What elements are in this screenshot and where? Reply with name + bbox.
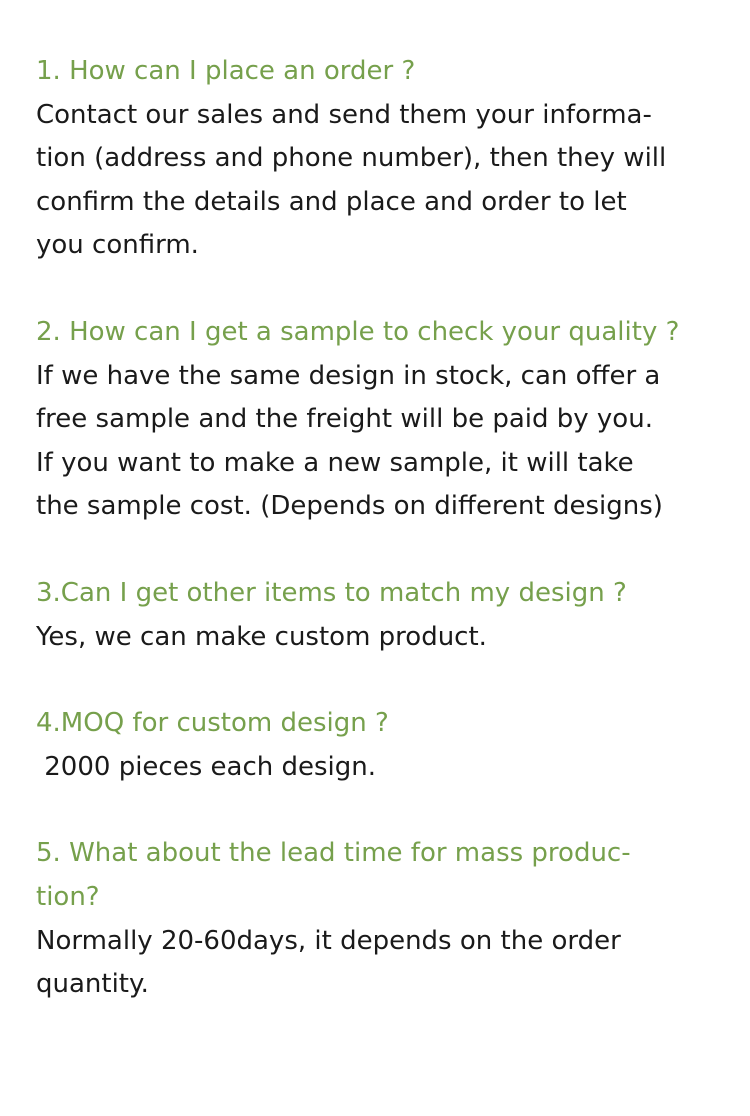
faq-answer-line: you confirm. <box>36 230 199 261</box>
faq-answer-line: 2000 pieces each design. <box>36 751 377 782</box>
faq-list <box>36 50 736 1050</box>
faq-question-line: 2. How can I get a sample to check your quality ? <box>36 316 680 347</box>
faq-answer-line: free sample and the freight will be paid by you. <box>36 404 653 435</box>
faq-item-2 <box>36 311 736 529</box>
faq-item-1 <box>36 50 736 268</box>
faq-question-line: 5. What about the lead time for mass produc- <box>36 838 631 869</box>
faq-answer-line: Yes, we can make custom product. <box>36 621 487 652</box>
faq-item-5 <box>36 832 736 1006</box>
faq-answer-line: Normally 20-60days, it depends on the order <box>36 925 621 956</box>
faq-answer-line: the sample cost. (Depends on different designs) <box>36 491 663 522</box>
faq-answer-line: If we have the same design in stock, can offer a <box>36 360 661 391</box>
faq-answer-line: confirm the details and place and order to let <box>36 186 627 217</box>
faq-question-line: 1. How can I place an order ? <box>36 56 416 86</box>
faq-answer-line: tion (address and phone number), then they will <box>36 143 667 174</box>
faq-answer-line: quantity. <box>36 969 149 1000</box>
faq-question-line: 3.Can I get other items to match my design ? <box>36 577 627 608</box>
faq-answer-line: If you want to make a new sample, it will take <box>36 447 634 478</box>
faq-question-line: 4.MOQ for custom design ? <box>36 708 389 739</box>
faq-answer-line: Contact our sales and send them your informa- <box>36 99 652 130</box>
faq-item-3 <box>36 572 736 659</box>
faq-item-4 <box>36 702 736 789</box>
faq-question-line: tion? <box>36 881 100 912</box>
